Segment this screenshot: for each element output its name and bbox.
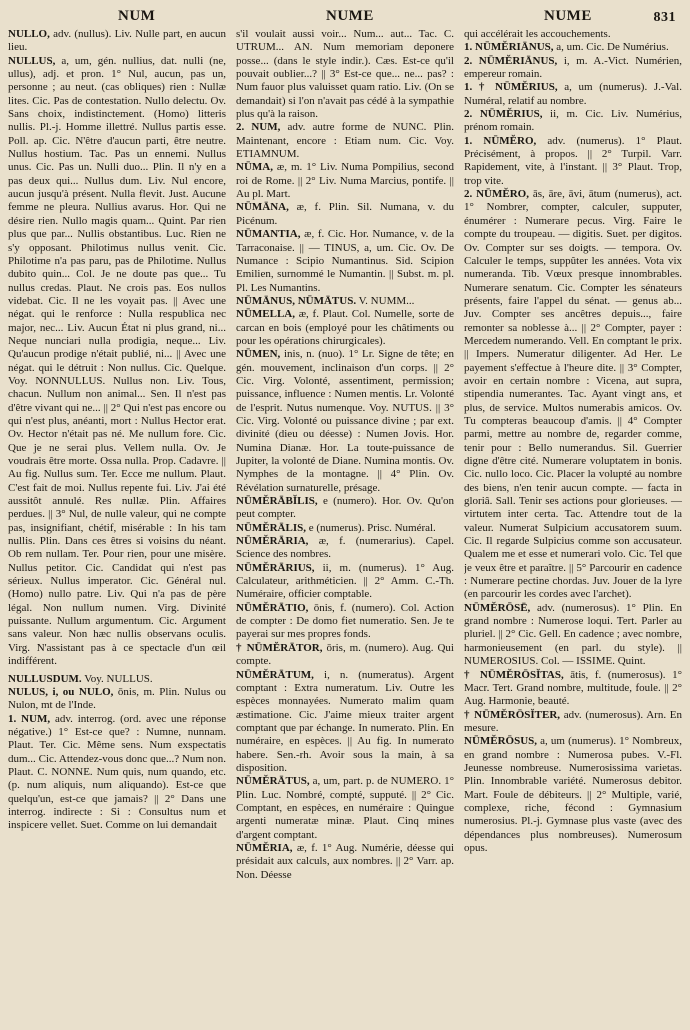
entry-definition: Voy. NULLUS. xyxy=(84,672,153,685)
entry-definition: qui accélérait les accouchements. xyxy=(464,28,611,40)
dictionary-entry xyxy=(464,602,682,669)
column-right xyxy=(464,28,682,1024)
entry-definition: æ, f. (numerarius). Capel. Science des nombres. xyxy=(236,535,454,561)
entry-headword: NŪMĔRĀLIS, xyxy=(236,521,306,534)
entry-headword: NŪMĔRĀTIO, xyxy=(236,601,309,614)
entry-definition: adv. interrog. (ord. avec une réponse négative.) 1° Est-ce que? : Numne, nunnam. Plaut. Ter. Cic. Même sens. Num exspectatis dum... Cic. Attendez-vous donc que...? Num non. Plaut. C. NONNE. Num quis, num quando, etc. (p. num aliquis, num aliquando). Est-ce que quelqu'un, est-ce que jamais? || 2° Dans une interrog. indirecte : Si : Consultus num et inspicere vellet. Suet. Comme on lui demandait xyxy=(8,712,226,832)
running-head-middle: NUME xyxy=(326,8,374,24)
page-number: 831 xyxy=(653,10,676,25)
column-left xyxy=(8,28,226,1024)
entry-definition: æ, f. Plaut. Col. Numelle, sorte de carcan en bois (employé pour les châtiments ou pour les opérations chirurgicales). xyxy=(236,308,454,347)
dictionary-entry xyxy=(236,602,454,642)
entry-headword: NŪMA, xyxy=(236,161,273,174)
entry-definition: ās, āre, āvi, ātum (numerus), act. 1° Nombrer, compter, calculer, supputer, énumérer : Numerare pecus. Virg. Faire le compte du troupeau. — digitis. Suet. per digitos. Ov. Compter sur ses doigts. — tempora. Ov. Calculer le temps, suppûter les années. Vota vix numeranda. Tib. Vœux presque innombrables. Numerare senatum. Cic. Compter les sénateurs présents, faire l'appel du sénat. — genus ab... Juv. Compter ses ancêtres depuis..., faire remonter sa noblesse à... || 2° Compter, payer : Mercedem numerando. Vell. En comptant le prix. || Impers. Numeratur diligenter. Ad Her. Le payement s'effectue à l'heure dite. || 3° Compter, avoir en certain nombre : Vicena, aut supra, stipendia numerantes. Tac. Ayant vingt ans, et plus, de service. Multos numerabis amicos. Ov. Tu compteras beaucoup d'amis. || 4° Compter parmi, mettre au nombre de, regarder comme, tenir pour : Bello numerandus. Sil. Guerrier digne d'être cité. Numerare voluptatem in bonis. Cic. nullo loco. Cic. Placer la volupté au nombre des biens, n'en tenir aucun compte. — facta in gloriâ. Sall. Tenir ses actions pour glorieuses. — virtutem inter certa. Tac. Attendre tout de la valeur. Numerat Sulpicium accusatorem suum. Cic. Il regarde Sulpicius comme son accusateur. Qualem me et esse et numerari volo. Cic. Tel que je veux être et paraître. || 5° Parcourir en cadence : Numerare pectine chordas. Juv. Jouer de la lyre (en parcourir les cordes avec l'archet). xyxy=(464,188,682,601)
entry-definition: æ, f. Plin. Sil. Numana, v. du Picénum. xyxy=(236,201,454,227)
entry-headword: NŪMĔRĀRIA, xyxy=(236,535,309,548)
entry-headword: NŪMĔRĀRIUS, xyxy=(236,561,315,574)
entry-headword: 2. NŪMĔRIĀNUS, xyxy=(464,54,558,67)
dictionary-entry xyxy=(464,135,682,188)
entry-headword: NULLO, xyxy=(8,28,50,40)
dictionary-entry xyxy=(236,669,454,776)
entry-definition: æ, m. 1° Liv. Numa Pompilius, second roi de Rome. || 2° Liv. Numa Marcius, pontife. || Au pl. Mart. xyxy=(236,161,454,201)
entry-definition: e (numero). Hor. Ov. Qu'on peut compter. xyxy=(236,495,454,521)
dictionary-entry xyxy=(236,348,454,495)
dictionary-entry xyxy=(236,228,454,295)
entry-definition: s'il voulait aussi voir... Num... aut... Tac. C. UTRUM... AN. Num memoriam deponere posse... (dans le style indir.). Cæs. Est-ce qu'il pouvait oublier...? || 3° Est-ce que... ne... pas? : Num fauor plus valuisset quam ratio. Liv. (On se demandait) si l'on n'avait pas cédé à la sympathie plus qu'à la raison. xyxy=(236,28,454,121)
entry-definition: inis, n. (nuo). 1° Lr. Signe de tête; en gén. mouvement, inclinaison d'un corps. || 2° Cic. Virg. Volonté, assentiment, permission; puissance, influence : Numen mentis. Lr. Volonté de l'esprit. Nutus numenque. Voy. NUTUS. || 3° Cic. Virg. Volonté ou puissance divine ; par ext. divinité (dieu ou déesse) : Numen Jovis. Hor. Numina Dianæ. Hor. La toute-puissance de Jupiter, la volonté de Diane. Numina montis. Ov. Nymphes de la montagne. || 4° Plin. Ov. Révélation surnaturelle, présage. xyxy=(236,348,454,494)
dictionary-entry xyxy=(236,842,454,882)
dictionary-entry xyxy=(236,495,454,522)
entry-headword: NŪMĔRŌSUS, xyxy=(464,735,538,748)
dictionary-entry xyxy=(464,41,682,54)
entry-headword: NŪMEN, xyxy=(236,348,281,361)
entry-headword: NŪMĀNUS, NŪMĀTUS. xyxy=(236,294,357,307)
entry-headword: 1. NŪMĔRIĀNUS, xyxy=(464,41,554,54)
entry-headword: † NŪMĔRĀTOR, xyxy=(236,641,323,654)
entry-headword: NŪMELLA, xyxy=(236,308,295,321)
entry-definition: ātis, f. (numerosus). 1° Macr. Tert. Grand nombre, multitude, foule. || 2° Aug. Harmonie, beauté. xyxy=(464,668,682,708)
page-header xyxy=(8,6,682,28)
entry-headword: † NŪMĔRŌSĬTAS, xyxy=(464,668,564,681)
entry-definition: a, um, part. p. de NUMERO. 1° Plin. Luc. Nombré, compté, supputé. || 2° Cic. Comptant, en espèces, en numéraire : Quingue argenti numeratæ minæ. Plaut. Cinq mines d'argent comptant. xyxy=(236,775,454,841)
dictionary-entry xyxy=(236,201,454,228)
entry-definition: ōnis, f. (numero). Col. Action de compter : De domo fiet numeratio. Sen. Je te payerai sur mes propres fonds. xyxy=(236,601,454,641)
entry-headword: NULLUS, xyxy=(8,54,56,67)
dictionary-entry xyxy=(464,55,682,82)
entry-definition: æ, f. 1° Aug. Numérie, déesse qui présidait aux calculs, aux nombres. || 2° Varr. ap. Non. Déesse xyxy=(236,841,454,881)
entry-headword: NŪMĔRĀTUS, xyxy=(236,775,310,788)
dictionary-entry xyxy=(8,686,226,713)
entry-definition: a, um, gén. nullius, dat. nulli (ne, ullus), adj. et pron. 1° Nul, aucun, pas un, personne ; au neut. (cas obliques) rien : Nullæ lites. Cic. Pas de contestation. Nullo delectu. Ov. Sans choix, indistinctement. (Homo) litteris nullis. Pl.-j. Homme illettré. Nullus partis esse. Poll. ap. Cic. N'être d'aucun parti, être neutre. Nullus hostium. Tac. Pas un ennemi. Nullus unus. Cic. Pas un. Nulli duo... Plin. Il n'y en a pas deux qui... Nullus dum. Liv. Nul encore, aucun jusqu'à présent. Nulla flevit. Just. Aucune femme ne pleura. Nullius avarus. Hor. Qui ne désire rien. Nullo magis quam... Quint. Par rien plus que par... Nullis obstantibus. Luc. Rien ne s'y opposant. Philotimus nullus venit. Cic. Philotime n'a pas paru, pas de Philotime. Nullus dubito quin... Col. Je ne doute pas que... Tu nullus credas. Plaut. Ne crois pas. Eos nullos videbat. Cic. Il ne les voyait pas. || Avec une négat. qui le renforce : Nulla respublica nec major, nec... Liv. Aucun État ni plus grand, ni... Neque nunciari nulla prodigia, neque... Liv. Qu'aucun prodige n'était publié, ni... || Avec une négat. qui le détruit : Non nullus. Cic. Quelque. Voy. NONNULLUS. Nullus non. Liv. Tous, chacun. Nullum non animal... Sen. Il n'est pas d'être vivant qui ne... || 2° Qui n'est pas encore ou qui n'est plus, anéanti, mort : Nullus Hector erat. Ov. Hector n'était pas né. Me nullum fore. Cic. Que je ne serai plus. Vellem nulla. Ov. Je voudrais être morte. Ossa nulla. Prop. Cadavre. || Au fig. Nullus sum. Ter. Ecce me nullum. Plaut. C'est fait de moi. Nullus repente fui. Liv. J'ai été aussitôt annulé. Res nullæ. Plin. Affaires perdues. || 3° Nul, de nulle valeur, qui ne compte pas, insignifiant, chétif, misérable : In his tam nullis. Plin. Dans ces êtres si voisins du néant. Ob rem nullam. Ter. Pour rien, pour une misère. Nullus petitor. Cic. Candidat qui n'est pas sérieux. Nullus imperator. Cic. Général nul. (Homo) nullo patre. Liv. Qui n'a pas de père légal. Non nullum numen. Virg. Divinité puissante. Nullum argumentum. Cic. Argument sans valeur. Non hæc nullis observans oculis. Virg. N'assistant pas à ce spectacle d'un œil indifférent. xyxy=(8,54,226,668)
entry-definition: e (numerus). Prisc. Numéral. xyxy=(308,521,436,534)
entry-headword: NŪMĀNA, xyxy=(236,201,289,214)
entry-definition: V. NUMM... xyxy=(358,294,415,307)
entry-headword: † NŪMĔRŌSĬTER, xyxy=(464,708,561,721)
dictionary-entry xyxy=(464,108,682,135)
dictionary-entry xyxy=(236,535,454,562)
dictionary-entry xyxy=(464,188,682,602)
running-head-left: NUM xyxy=(118,8,156,24)
entry-definition: adv. (numerus). 1° Plaut. Précisément, à propos. || 2° Turpil. Varr. Rapidement, vite, à l'instant. || 3° Plaut. Trop, trop vite. xyxy=(464,134,682,187)
dictionary-entry xyxy=(464,735,682,855)
entry-headword: NULLUSDUM. xyxy=(8,672,82,685)
entry-headword: NŪMĔRŌSĒ, xyxy=(464,601,531,614)
dictionary-entry xyxy=(236,295,454,308)
entry-headword: 2. NUM, xyxy=(236,121,281,134)
entry-headword: NŪMĔRIA, xyxy=(236,841,293,854)
dictionary-entry xyxy=(464,81,682,108)
column-middle xyxy=(236,28,454,1024)
dictionary-entry xyxy=(8,55,226,669)
dictionary-entry xyxy=(464,709,682,736)
columns xyxy=(8,28,682,1024)
entry-definition: adv. (numerosus). 1° Plin. En grand nombre : Numerose loqui. Tert. Parler au pluriel. || 2° Cic. Gell. En cadence ; avec nombre, harmonieusement (en parl. du style). || NUMEROSIUS. Col. — ISSIME. Quint. xyxy=(464,601,682,668)
entry-definition: adv. (nullus). Liv. Nulle part, en aucun lieu. xyxy=(8,28,226,54)
dictionary-entry xyxy=(8,713,226,833)
dictionary-entry xyxy=(8,28,226,55)
running-head-right: NUME xyxy=(544,8,592,24)
entry-definition: adv. (numerosus). Arn. En mesure. xyxy=(464,708,682,734)
entry-headword: NŪMĔRĀBĬLIS, xyxy=(236,495,318,508)
dictionary-entry xyxy=(236,642,454,669)
entry-definition: a, um. Cic. De Numérius. xyxy=(556,41,669,54)
entry-definition: i, m. A.-Vict. Numérien, empereur romain. xyxy=(464,54,682,81)
dictionary-entry xyxy=(236,28,454,121)
entry-headword: 2. NŪMĔRIUS, xyxy=(464,108,543,121)
entry-headword: NULUS, i, ou NULO, xyxy=(8,685,114,698)
entry-definition: ōnis, m. Plin. Nulus ou Nulon, mt de l'Inde. xyxy=(8,685,226,712)
entry-headword: NŪMANTIA, xyxy=(236,228,301,241)
entry-definition: ii, m. Cic. Liv. Numérius, prénom romain. xyxy=(464,108,682,134)
entry-headword: 1. NŪMĔRO, xyxy=(464,134,537,147)
entry-headword: 1. NUM, xyxy=(8,712,51,725)
dictionary-entry xyxy=(236,562,454,602)
dictionary-entry xyxy=(236,775,454,842)
dictionary-entry xyxy=(464,669,682,709)
dictionary-entry xyxy=(236,161,454,201)
entry-definition: a, um (numerus). J.-Val. Numéral, relatif au nombre. xyxy=(464,81,682,107)
dictionary-entry xyxy=(464,28,682,41)
dictionary-entry xyxy=(236,522,454,535)
entry-definition: ii, m. (numerus). 1° Aug. Calculateur, arithméticien. || 2° Amm. C.-Th. Numéraire, officier comptable. xyxy=(236,561,454,601)
entry-headword: NŪMĔRĀTUM, xyxy=(236,668,314,681)
entry-headword: 2. NŪMĔRO, xyxy=(464,188,529,201)
entry-definition: æ, f. Cic. Hor. Numance, v. de la Tarraconaise. || — TINUS, a, um. Cic. Ov. De Numance : Scipio Numantinus. Sid. Scipion Emilien, surnommé le Numantin. || Subst. m. pl. Pl. Les Numantins. xyxy=(236,228,454,294)
dictionary-entry xyxy=(236,121,454,161)
entry-definition: adv. autre forme de NUNC. Plin. Maintenant, encore : Etiam num. Cic. Voy. ETIAMNUM. xyxy=(236,121,454,161)
entry-definition: i, n. (numeratus). Argent comptant : Extra numeratum. Liv. Outre les espèces monnayées. Numerato malim quam æstimatione. Cic. J'aime mieux traiter argent comptant que par échange. In numerato. Plin. En numéraire, en espèces. || Au fig. In numerato habere. Sen.-rh. Avoir sous la main, à sa disposition. xyxy=(236,668,454,774)
entry-headword: 1. † NŪMĔRIUS, xyxy=(464,81,558,94)
dictionary-entry xyxy=(8,673,226,686)
entry-definition: ōris, m. (numero). Aug. Qui compte. xyxy=(236,641,454,668)
entry-definition: a, um (numerus). 1° Nombreux, en grand nombre : Numerosa pubes. V.-Fl. Jeunesse nombreuse. Numerosissima varietas. Plin. Innombrable variété. Numerosus debitor. Mart. Foule de débiteurs. || 2° Multiple, varié, complexe, riche, fécond : Gymnasium numerosius. Pl.-j. Gymnase plus vaste (avec des dépendances plus nombreuses). Numerosum opus. xyxy=(464,735,682,854)
dictionary-entry xyxy=(236,308,454,348)
